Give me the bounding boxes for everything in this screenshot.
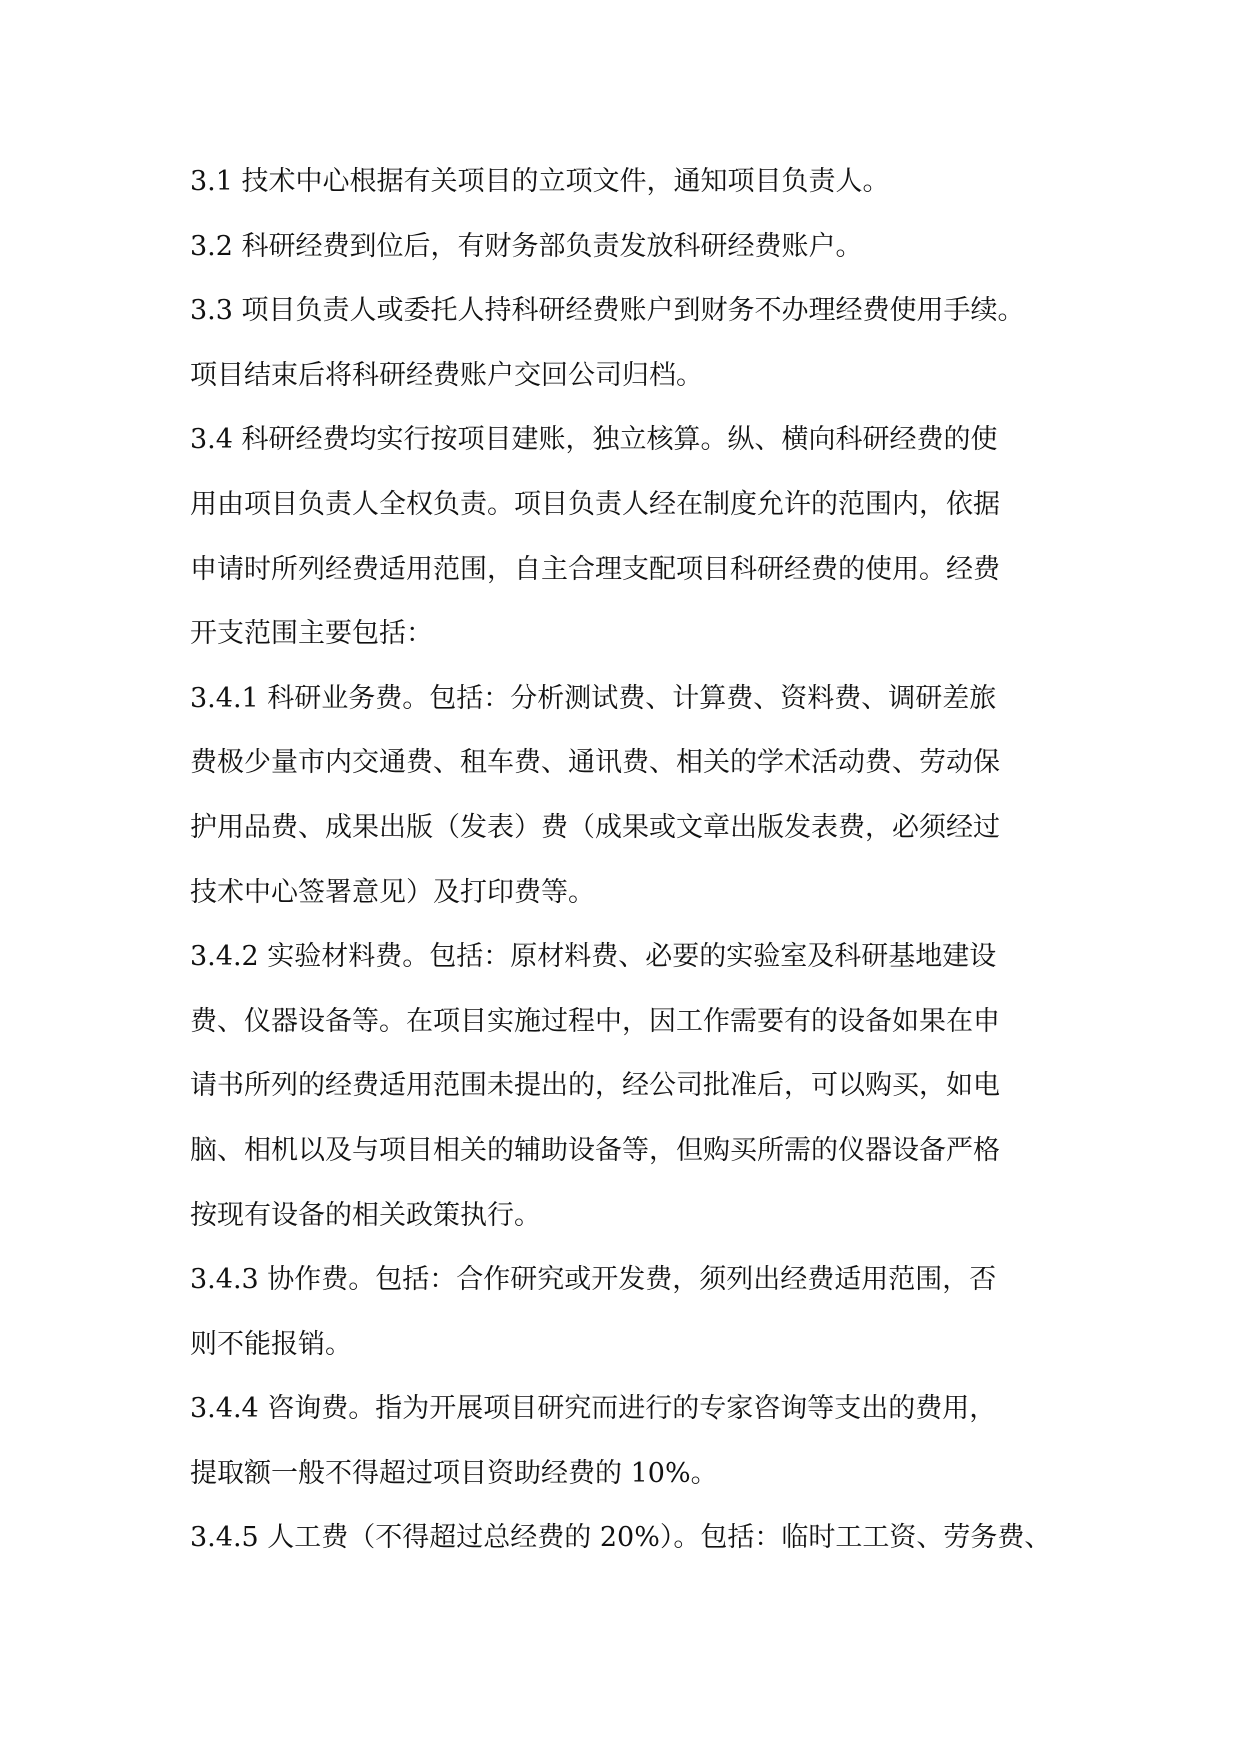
text-line: 脑、相机以及与项目相关的辅助设备等，但购买所需的仪器设备严格 <box>190 1134 1000 1166</box>
text-line: 申请时所列经费适用范围，自主合理支配项目科研经费的使用。经费 <box>190 553 1000 585</box>
text-line: 则不能报销。 <box>190 1328 352 1360</box>
text-line: 费极少量市内交通费、租车费、通讯费、相关的学术活动费、劳动保 <box>190 747 1000 779</box>
text-line: 3.4.4 咨询费。指为开展项目研究而进行的专家咨询等支出的费用， <box>190 1393 997 1425</box>
text-line: 按现有设备的相关政策执行。 <box>190 1199 541 1231</box>
text-line: 技术中心签署意见）及打印费等。 <box>190 876 595 908</box>
text-line: 护用品费、成果出版（发表）费（成果或文章出版发表费，必须经过 <box>190 811 1000 843</box>
text-line: 3.1 技术中心根据有关项目的立项文件，通知项目负责人。 <box>190 166 890 197</box>
text-line: 3.2 科研经费到位后，有财务部负责发放科研经费账户。 <box>190 230 863 262</box>
text-line: 开支范围主要包括： <box>190 618 433 650</box>
text-line: 3.4.3 协作费。包括：合作研究或开发费，须列出经费适用范围，否 <box>190 1264 997 1296</box>
text-line: 3.4 科研经费均实行按项目建账，独立核算。纵、横向科研经费的使 <box>190 424 998 456</box>
text-line: 3.3 项目负责人或委托人持科研经费账户到财务不办理经费使用手续。 <box>190 295 1025 327</box>
text-line: 3.4.1 科研业务费。包括：分析测试费、计算费、资料费、调研差旅 <box>190 682 997 714</box>
text-line: 请书所列的经费适用范围未提出的，经公司批准后，可以购买，如电 <box>190 1070 1000 1102</box>
text-line: 3.4.5 人工费（不得超过总经费的 20%）。包括：临时工工资、劳务费、 <box>190 1522 1052 1554</box>
text-line: 项目结束后将科研经费账户交回公司归档。 <box>190 359 703 391</box>
text-line: 用由项目负责人全权负责。项目负责人经在制度允许的范围内，依据 <box>190 488 1000 520</box>
document-body <box>190 156 1070 1577</box>
text-line: 费、仪器设备等。在项目实施过程中，因工作需要有的设备如果在申 <box>190 1005 1000 1037</box>
text-line: 提取额一般不得超过项目资助经费的 10%。 <box>190 1457 718 1489</box>
text-line: 3.4.2 实验材料费。包括：原材料费、必要的实验室及科研基地建设 <box>190 941 997 973</box>
